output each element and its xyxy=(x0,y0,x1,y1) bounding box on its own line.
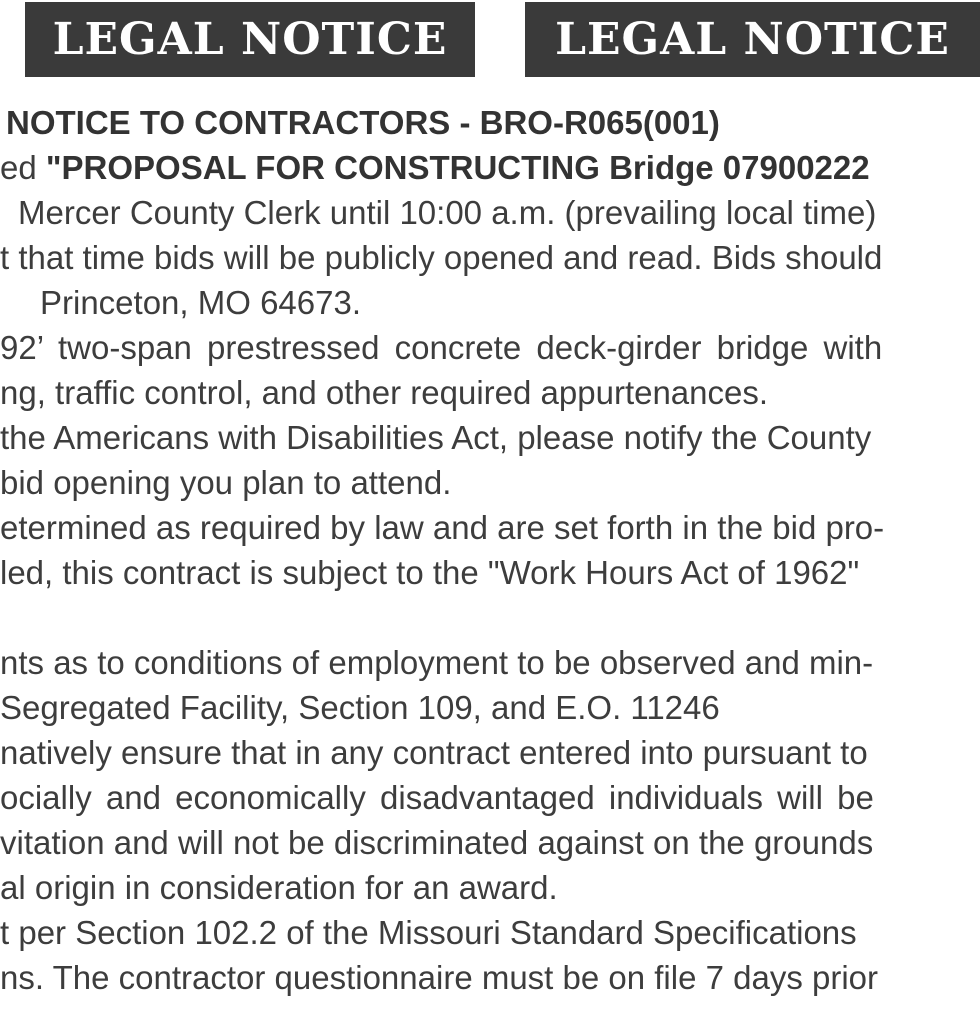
banner-title: LEGAL NOTICE xyxy=(52,14,448,65)
notice-line: t per Section 102.2 of the Missouri Standard Specifications xyxy=(0,914,857,951)
banner-title: LEGAL NOTICE xyxy=(555,14,950,65)
notice-line: ocially and economically disadvantaged individuals will be xyxy=(0,779,874,816)
notice-line: etermined as required by law and are set forth in the bid pro- xyxy=(0,509,885,546)
notice-line: t that time bids will be publicly opened and read. Bids should xyxy=(0,239,883,276)
notice-line: nts as to conditions of employment to be observed and min- xyxy=(0,644,874,681)
notice-line: bid opening you plan to attend. xyxy=(0,464,452,501)
notice-line: natively ensure that in any contract entered into pursuant to xyxy=(0,734,868,771)
notice-line: ng, traffic control, and other required appurtenances. xyxy=(0,374,769,411)
notice-line: al origin in consideration for an award. xyxy=(0,869,558,906)
notice-line: Princeton, MO 64673. xyxy=(40,284,362,321)
notice-line: Segregated Facility, Section 109, and E.O. 11246 xyxy=(0,689,720,726)
legal-notice-banner-right xyxy=(525,2,980,77)
notice-heading: NOTICE TO CONTRACTORS - BRO-R065(001) xyxy=(6,104,720,141)
notice-line: 92’ two-span prestressed concrete deck-girder bridge with xyxy=(0,329,883,366)
notice-line: vitation and will not be discriminated against on the grounds xyxy=(0,824,874,861)
legal-notice-banner-left xyxy=(25,2,475,77)
notice-line: ed "PROPOSAL FOR CONSTRUCTING Bridge 07900222 xyxy=(0,149,870,186)
notice-body xyxy=(0,100,980,1015)
notice-line: ns. The contractor questionnaire must be on file 7 days prior xyxy=(0,959,879,996)
notice-line: the Americans with Disabilities Act, please notify the County xyxy=(0,419,872,456)
notice-line: Mercer County Clerk until 10:00 a.m. (prevailing local time) xyxy=(18,194,877,231)
notice-line: led, this contract is subject to the "Work Hours Act of 1962" xyxy=(0,554,860,591)
